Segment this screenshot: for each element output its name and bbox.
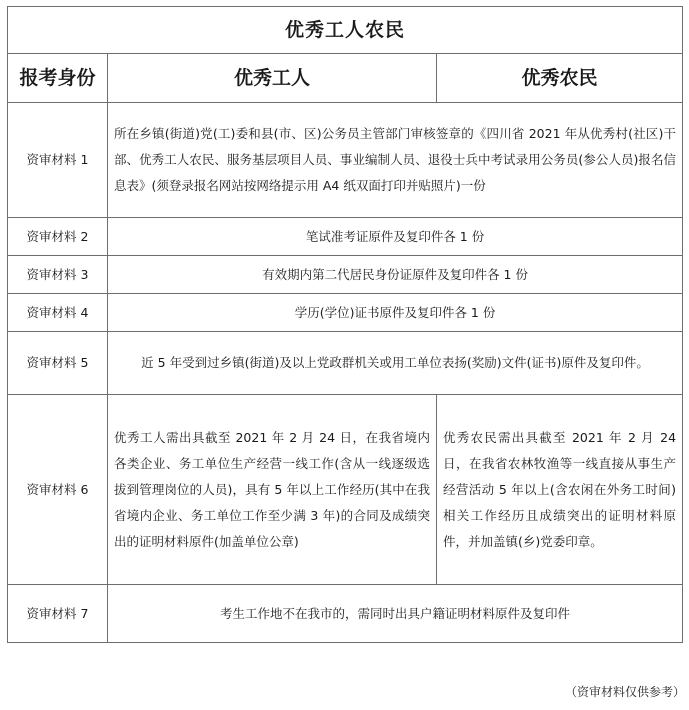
- table-row: [8, 256, 683, 294]
- row-label: 资审材料 7: [8, 585, 108, 643]
- row-content-farmer: 优秀农民需出具截至 2021 年 2 月 24 日，在我省农林牧渔等一线直接从事生产经营活动 5 年以上(含农闲在外务工时间)相关工作经历且成绩突出的证明材料原件，并加盖镇(乡)党委印章。: [437, 395, 683, 585]
- row-content: 所在乡镇(街道)党(工)委和县(市、区)公务员主管部门审核签章的《四川省 2021 年从优秀村(社区)干部、优秀工人农民、服务基层项目人员、事业编制人员、退役士兵中考试录用公务员(参公人员)报名信息表》(须登录报名网站按网络提示用 A4 纸双面打印并贴照片)一份: [108, 103, 683, 218]
- header-excellent-farmer: 优秀农民: [437, 54, 683, 103]
- row-label: 资审材料 1: [8, 103, 108, 218]
- row-label: 资审材料 6: [8, 395, 108, 585]
- header-row: [8, 54, 683, 103]
- table-row: [8, 395, 683, 585]
- row-content: 考生工作地不在我市的，需同时出具户籍证明材料原件及复印件: [108, 585, 683, 643]
- header-excellent-worker: 优秀工人: [108, 54, 437, 103]
- table-row: [8, 218, 683, 256]
- row-content: 笔试准考证原件及复印件各 1 份: [108, 218, 683, 256]
- row-content: 学历(学位)证书原件及复印件各 1 份: [108, 294, 683, 332]
- row-content: 近 5 年受到过乡镇(街道)及以上党政群机关或用工单位表扬(奖励)文件(证书)原件及复印件。: [108, 332, 683, 395]
- row-content-worker: 优秀工人需出具截至 2021 年 2 月 24 日，在我省境内各类企业、务工单位生产经营一线工作(含从一线逐级选拔到管理岗位的人员)，具有 5 年以上工作经历(其中在我省境内企业、务工单位工作至少满 3 年)的合同及成绩突出的证明材料原件(加盖单位公章): [108, 395, 437, 585]
- row-content: 有效期内第二代居民身份证原件及复印件各 1 份: [108, 256, 683, 294]
- table-row: [8, 332, 683, 395]
- table-title: 优秀工人农民: [8, 7, 683, 54]
- requirements-table: [7, 6, 683, 643]
- row-label: 资审材料 3: [8, 256, 108, 294]
- row-label: 资审材料 5: [8, 332, 108, 395]
- table-row: [8, 294, 683, 332]
- row-label: 资审材料 4: [8, 294, 108, 332]
- title-row: [8, 7, 683, 54]
- row-label: 资审材料 2: [8, 218, 108, 256]
- table-row: [8, 103, 683, 218]
- table-row: [8, 585, 683, 643]
- header-identity: 报考身份: [8, 54, 108, 103]
- footnote: （资审材料仅供参考）: [564, 685, 685, 699]
- requirements-table-wrapper: [7, 6, 682, 643]
